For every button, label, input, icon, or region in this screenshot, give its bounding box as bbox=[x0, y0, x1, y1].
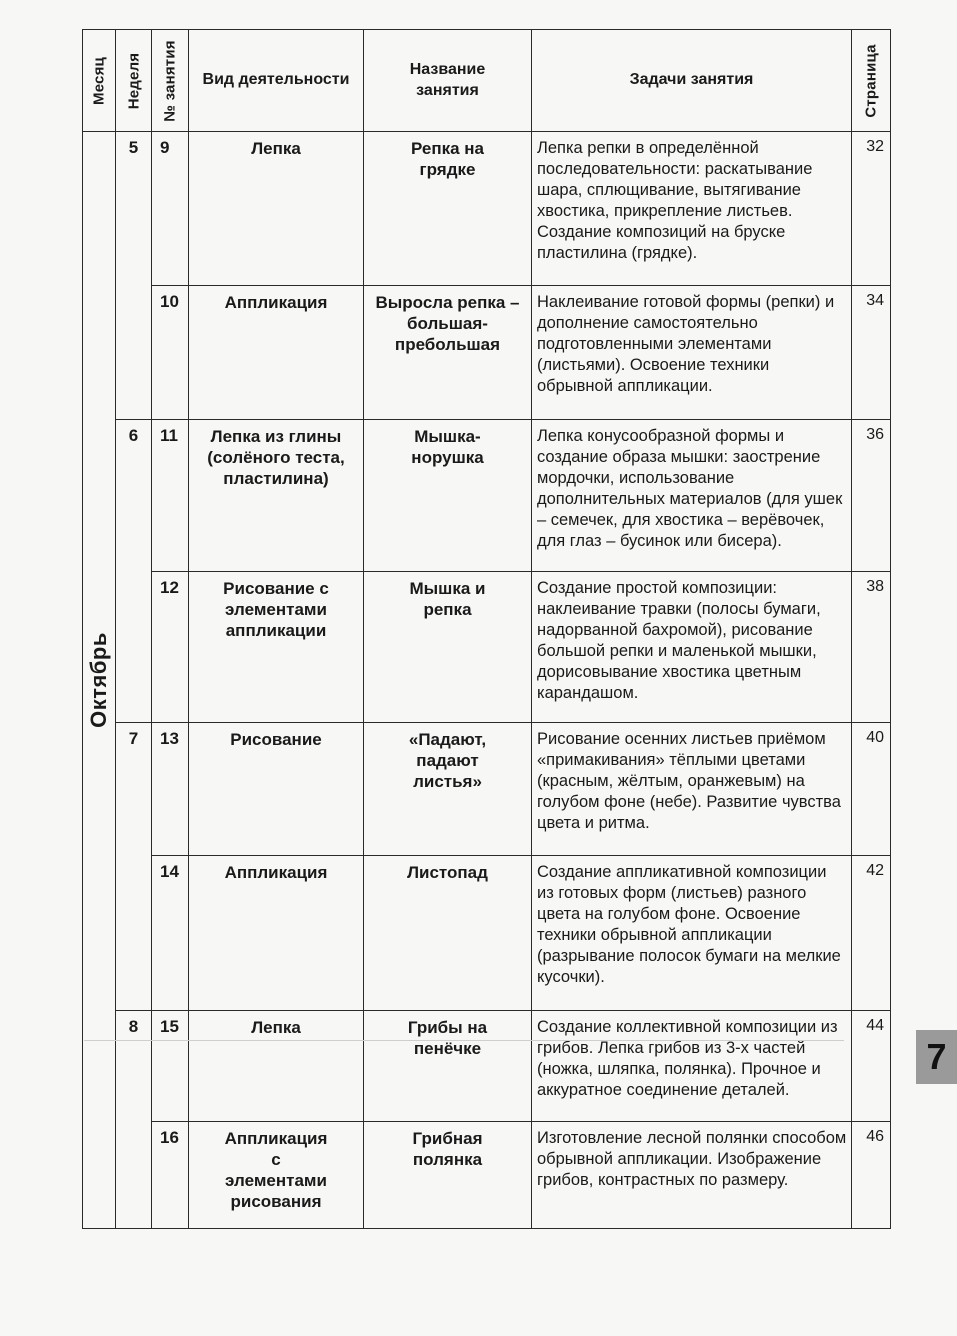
table-row bbox=[83, 572, 891, 723]
table-row bbox=[83, 1011, 891, 1122]
activity-cell: Лепка bbox=[189, 1011, 364, 1122]
page-cell: 46 bbox=[852, 1122, 891, 1229]
tasks-cell: Наклеивание готовой формы (репки) и дополнение самостоятельно подготовленными элементами (листьями). Освоение техники обрывной аппликации. bbox=[532, 286, 852, 420]
title-cell: Грибная полянка bbox=[364, 1122, 532, 1229]
header-title: Название занятия bbox=[364, 30, 532, 132]
page-cell: 44 bbox=[852, 1011, 891, 1122]
page-cell: 40 bbox=[852, 723, 891, 856]
lesson-number: 13 bbox=[152, 723, 189, 856]
table-row bbox=[83, 132, 891, 286]
header-row bbox=[83, 30, 891, 132]
title-cell: Мышка-норушка bbox=[364, 420, 532, 572]
title-cell: Грибы на пенёчке bbox=[364, 1011, 532, 1122]
tasks-cell: Лепка репки в определённой последовательности: раскатывание шара, сплющивание, вытягивание хвостика, прикрепление листьев. Создание композиций на бруске пластилина (грядке). bbox=[532, 132, 852, 286]
header-month: Месяц bbox=[83, 30, 116, 132]
tasks-cell: Рисование осенних листьев приёмом «примакивания» тёплыми цветами (красным, жёлтым, оранжевым) на голубом фоне (небе). Развитие чувства цвета и ритма. bbox=[532, 723, 852, 856]
header-activity: Вид деятельности bbox=[189, 30, 364, 132]
page-cell: 42 bbox=[852, 856, 891, 1011]
lesson-number: 16 bbox=[152, 1122, 189, 1229]
activity-cell: Рисование bbox=[189, 723, 364, 856]
activity-cell: Аппликация с элементами рисования bbox=[189, 1122, 364, 1229]
month-cell: Октябрь bbox=[83, 132, 116, 1229]
table-row bbox=[83, 420, 891, 572]
tasks-cell: Лепка конусообразной формы и создание образа мышки: заострение мордочки, использование дополнительных материалов (для ушек – семечек, для хвостика – верёвочек, для глаз – бусинок или бисера). bbox=[532, 420, 852, 572]
activity-cell: Аппликация bbox=[189, 286, 364, 420]
bleed-through-rule bbox=[84, 1040, 844, 1055]
table-row bbox=[83, 286, 891, 420]
week-cell: 5 bbox=[116, 132, 152, 420]
page-number-tab: 7 bbox=[916, 1030, 957, 1084]
page-cell: 32 bbox=[852, 132, 891, 286]
tasks-cell: Создание простой композиции: наклеивание травки (полосы бумаги, надорванной бахромой), рисование большой репки и маленькой мышки, дорисовывание хвостика цветным карандашом. bbox=[532, 572, 852, 723]
header-page: Страница bbox=[852, 30, 891, 132]
page-cell: 34 bbox=[852, 286, 891, 420]
table-row bbox=[83, 856, 891, 1011]
title-cell: «Падают, падают листья» bbox=[364, 723, 532, 856]
title-cell: Листопад bbox=[364, 856, 532, 1011]
page-cell: 36 bbox=[852, 420, 891, 572]
activity-cell: Аппликация bbox=[189, 856, 364, 1011]
activity-cell: Лепка из глины (солёного теста, пластилина) bbox=[189, 420, 364, 572]
title-cell: Выросла репка – большая-пребольшая bbox=[364, 286, 532, 420]
activity-cell: Лепка bbox=[189, 132, 364, 286]
activity-cell: Рисование с элементами аппликации bbox=[189, 572, 364, 723]
week-cell: 6 bbox=[116, 420, 152, 723]
header-tasks: Задачи занятия bbox=[532, 30, 852, 132]
lesson-number: 15 bbox=[152, 1011, 189, 1122]
title-cell: Мышка и репка bbox=[364, 572, 532, 723]
tasks-cell: Изготовление лесной полянки способом обрывной аппликации. Изображение грибов, контрастных по размеру. bbox=[532, 1122, 852, 1229]
tasks-cell: Создание аппликативной композиции из готовых форм (листьев) разного цвета на голубом фоне. Освоение техники обрывной аппликации (разрывание полосок бумаги на мелкие кусочки). bbox=[532, 856, 852, 1011]
lesson-number: 12 bbox=[152, 572, 189, 723]
title-cell: Репка на грядке bbox=[364, 132, 532, 286]
lesson-number: 9 bbox=[152, 132, 189, 286]
table-row bbox=[83, 1122, 891, 1229]
lesson-number: 11 bbox=[152, 420, 189, 572]
table-row bbox=[83, 723, 891, 856]
week-cell: 7 bbox=[116, 723, 152, 1011]
lesson-number: 14 bbox=[152, 856, 189, 1011]
header-lesson-number: № занятия bbox=[152, 30, 189, 132]
header-week: Неделя bbox=[116, 30, 152, 132]
tasks-cell: Создание коллективной композиции из грибов. Лепка грибов из 3-х частей (ножка, шляпка, полянка). Прочное и аккуратное соединение деталей. bbox=[532, 1011, 852, 1122]
week-cell: 8 bbox=[116, 1011, 152, 1229]
lesson-number: 10 bbox=[152, 286, 189, 420]
page-cell: 38 bbox=[852, 572, 891, 723]
